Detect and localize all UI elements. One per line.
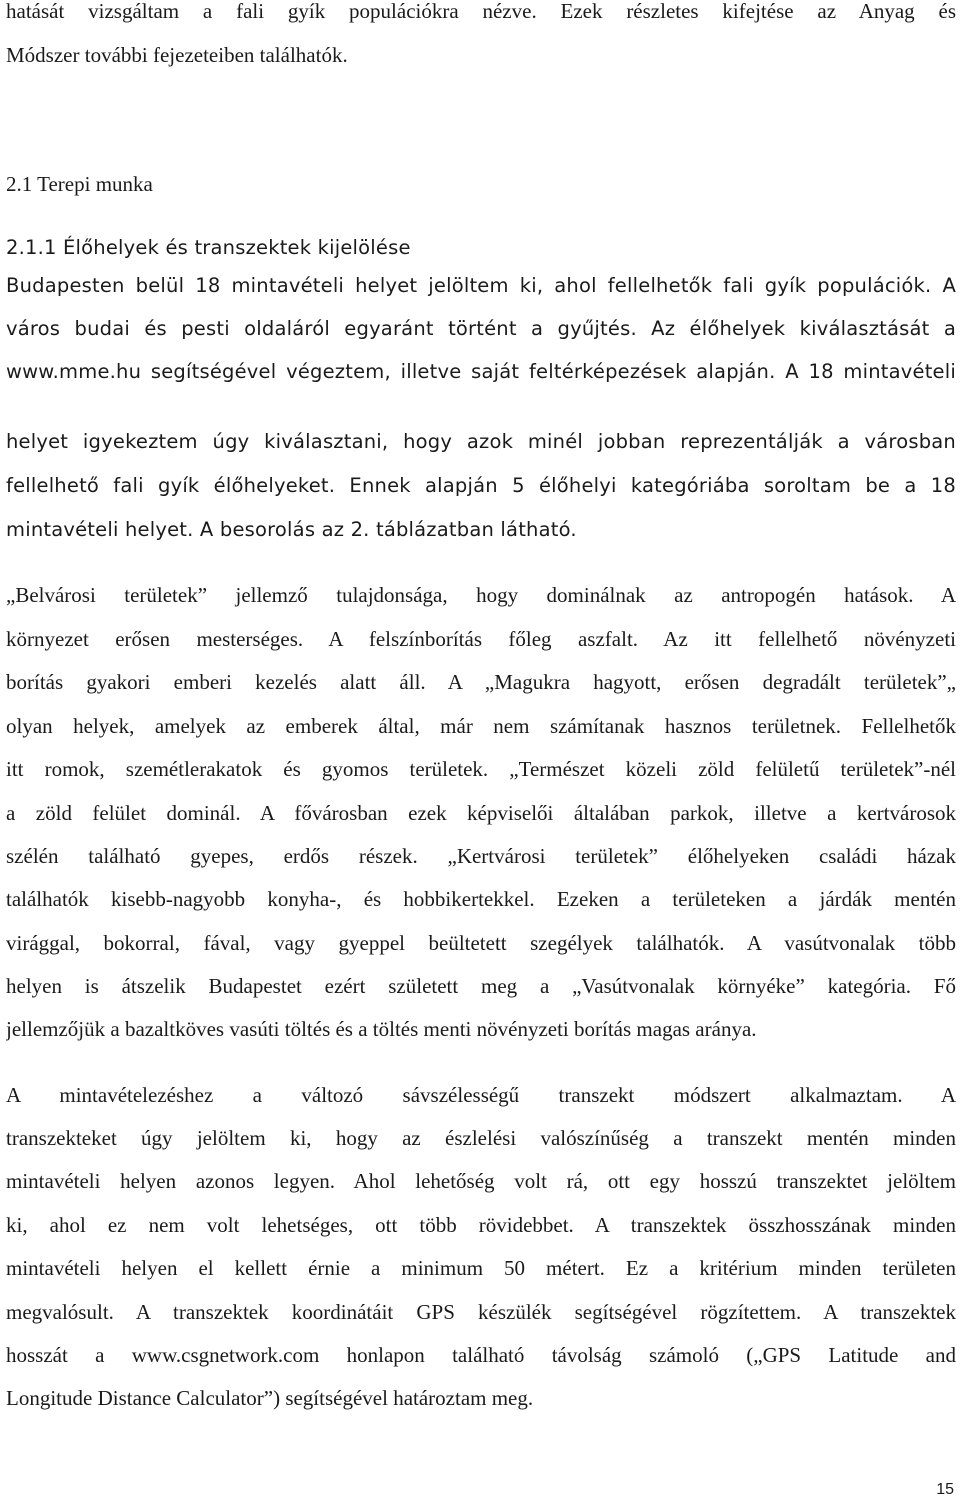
paragraph-2-line: helyen is átszelik Budapestet ezért született meg a „Vasútvonalak környéke” kategória. Fő: [6, 974, 956, 998]
paragraph-2-line: találhatók kisebb-nagyobb konyha-, és hobbikertekkel. Ezeken a területeken a járdák mentén: [6, 887, 956, 911]
paragraph-2-line: a zöld felület dominál. A fővárosban ezek képviselői általában parkok, illetve a kertvárosok: [6, 801, 956, 825]
paragraph-1-line: fellelhető fali gyík élőhelyeket. Ennek alapján 5 élőhelyi kategóriába soroltam be a 18: [6, 474, 956, 497]
paragraph-2-line: „Belvárosi területek” jellemző tulajdonsága, hogy dominálnak az antropogén hatások. A: [6, 583, 956, 607]
section-heading: 2.1 Terepi munka: [6, 172, 153, 196]
paragraph-2-line: itt romok, szemétlerakatok és gyomos területek. „Természet közeli zöld felületű területek”-nél: [6, 757, 956, 781]
paragraph-3-line: ki, ahol ez nem volt lehetséges, ott több rövidebbet. A transzektek összhosszának minden: [6, 1213, 956, 1237]
page-number: 15: [936, 1481, 954, 1498]
paragraph-3-line: mintavételi helyen azonos legyen. Ahol lehetőség volt rá, ott egy hosszú transzektet jelöltem: [6, 1169, 956, 1193]
paragraph-2-line: borítás gyakori emberi kezelés alatt áll. A „Magukra hagyott, erősen degradált területek”„: [6, 670, 956, 694]
paragraph-2-line: virággal, bokorral, fával, vagy gyeppel beültetett szegélyek találhatók. A vasútvonalak több: [6, 931, 956, 955]
paragraph-1-line: Budapesten belül 18 mintavételi helyet jelöltem ki, ahol fellelhetők fali gyík populációk. A: [6, 274, 956, 297]
paragraph-3-line: hosszát a www.csgnetwork.com honlapon található távolság számoló („GPS Latitude and: [6, 1343, 956, 1367]
paragraph-1-line: mintavételi helyet. A besorolás az 2. táblázatban látható.: [6, 518, 577, 541]
paragraph-3-line: megvalósult. A transzektek koordinátáit GPS készülék segítségével rögzítettem. A transzektek: [6, 1300, 956, 1324]
paragraph-1-line: helyet igyekeztem úgy kiválasztani, hogy azok minél jobban reprezentálják a városban: [6, 430, 956, 453]
paragraph-2-line: jellemzőjük a bazaltköves vasúti töltés és a töltés menti növényzeti borítás magas aránya.: [6, 1017, 757, 1041]
paragraph-2-line: környezet erősen mesterséges. A felszínborítás főleg aszfalt. Az itt fellelhető növényzeti: [6, 627, 956, 651]
paragraph-2-line: szélén található gyepes, erdős részek. „Kertvárosi területek” élőhelyeken családi házak: [6, 844, 956, 868]
paragraph-3-line: mintavételi helyen el kellett érnie a minimum 50 métert. Ez a kritérium minden területen: [6, 1256, 956, 1280]
paragraph-1-line: város budai és pesti oldaláról egyaránt történt a gyűjtés. Az élőhelyek kiválasztását a: [6, 317, 956, 340]
intro-line-2: Módszer további fejezeteiben találhatók.: [6, 43, 348, 67]
paragraph-3-line: transzekteket úgy jelöltem ki, hogy az észlelési valószínűség a transzekt mentén minden: [6, 1126, 956, 1150]
paragraph-1-line: www.mme.hu segítségével végeztem, illetve saját feltérképezések alapján. A 18 mintavételi: [6, 360, 956, 383]
intro-line-1: hatását vizsgáltam a fali gyík populációkra nézve. Ezek részletes kifejtése az Anyag és: [6, 0, 956, 23]
paragraph-2-line: olyan helyek, amelyek az emberek által, már nem számítanak hasznos területnek. Fellelhetők: [6, 714, 956, 738]
paragraph-3-line: A mintavételezéshez a változó sávszélességű transzekt módszert alkalmaztam. A: [6, 1083, 956, 1107]
subsection-heading: 2.1.1 Élőhelyek és transzektek kijelölése: [6, 236, 411, 259]
paragraph-3-line: Longitude Distance Calculator”) segítségével határoztam meg.: [6, 1386, 534, 1410]
